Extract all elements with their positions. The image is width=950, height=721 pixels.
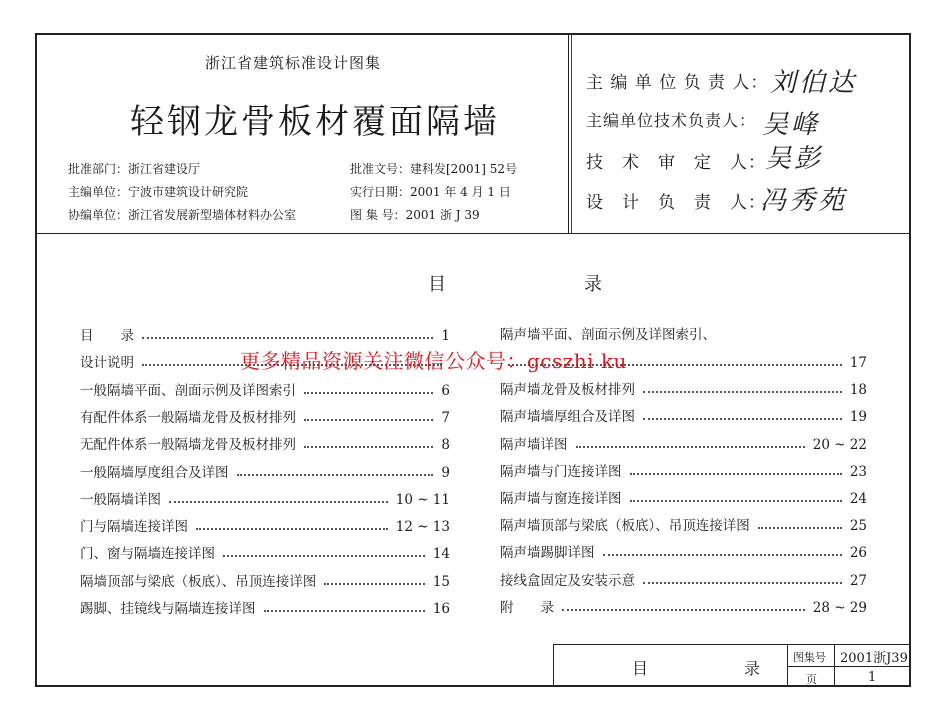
toc-entry-page: 20 ~ 22: [812, 436, 867, 453]
toc-entry: [500, 512, 867, 534]
approval-dept: 批准部门：浙江省建设厅: [68, 162, 201, 176]
toc-leader-dots: [758, 527, 842, 529]
toc-leader-dots: [264, 610, 425, 612]
toc-leader-dots: [643, 418, 842, 420]
toc-leader-dots: [562, 609, 805, 611]
title-block-atlas-value: 2001浙J39: [840, 651, 908, 666]
toc-entry: [80, 568, 450, 590]
toc-entry-page: 14: [432, 546, 450, 563]
title-block-mid: [787, 666, 911, 667]
toc-entry-label: 隔声墙与窗连接详图: [500, 491, 622, 507]
header-split-line-inner: [571, 35, 572, 233]
toc-leader-dots: [630, 500, 842, 502]
toc-entry-label: 无配件体系一般隔墙龙骨及板材排列: [80, 437, 296, 454]
toc-entry-page: 16: [432, 601, 450, 617]
toc-entry-label: 隔声墙顶部与梁底（板底）、吊顶连接详图: [500, 518, 750, 535]
header-split-line: [568, 35, 569, 233]
toc-entry-label: 一般隔墙详图: [80, 491, 161, 508]
toc-leader-dots: [643, 391, 842, 393]
editor-unit: 主编单位：宁波市建筑设计研究院: [68, 185, 249, 199]
toc-entry-label: 目 录: [80, 328, 134, 344]
toc-entry-label: 设计说明: [80, 355, 134, 372]
effective-date: 实行日期：2001 年 4 月 1 日: [350, 185, 511, 199]
title-block-name: 目 录: [632, 659, 801, 678]
toc-entry-page: 10 ~ 11: [395, 491, 450, 508]
signature-tech: 吴峰: [762, 110, 821, 140]
watermark-text: 更多精品资源关注微信公众号：gcszhi ku: [240, 349, 627, 373]
toc-entry-label: 门与隔墙连接详图: [80, 519, 188, 536]
sign-label-chief: 主 编 单 位 负 责 人：: [586, 73, 769, 93]
toc-entry: [80, 486, 450, 508]
toc-entry-page: 7: [441, 409, 450, 426]
toc-entry-label: 踢脚、挂镜线与隔墙连接详图: [80, 601, 256, 617]
toc-entry-label: 隔墙顶部与梁底（板底）、吊顶连接详图: [80, 573, 317, 590]
toc-entry-label: 隔声墙与门连接详图: [500, 463, 622, 480]
header-divider: [35, 233, 911, 234]
toc-entry: [80, 540, 450, 562]
sign-label-review: 技 术 审 定 人：: [586, 153, 766, 173]
toc-entry-page: 17: [849, 355, 867, 371]
approval-no: 批准文号：建科发[2001] 52号: [350, 162, 517, 176]
toc-leader-dots: [304, 446, 433, 448]
toc-leader-dots: [304, 392, 433, 394]
toc-entry-page: 25: [849, 518, 867, 535]
toc-entry: [500, 567, 867, 589]
sign-label-tech: 主编单位技术负责人：: [586, 111, 757, 130]
toc-entry-page: 6: [441, 382, 450, 399]
toc-leader-dots: [223, 555, 425, 557]
atlas-series: 浙江省建筑标准设计图集: [205, 54, 382, 72]
toc-entry: [80, 595, 450, 617]
toc-entry: [500, 431, 867, 453]
toc-entry: [80, 459, 450, 481]
title-block-left: [553, 644, 554, 687]
toc-leader-dots: [142, 337, 433, 339]
toc-leader-dots: [196, 528, 388, 530]
toc-entry: [500, 485, 867, 507]
toc-heading: 目 录: [428, 274, 662, 295]
toc-entry: [80, 431, 450, 453]
toc-entry: [80, 513, 450, 535]
toc-entry-page: 9: [441, 464, 450, 481]
toc-entry-page: 26: [849, 545, 867, 562]
atlas-number: 图 集 号：2001 浙 J 39: [350, 208, 480, 222]
toc-entry-label: 隔声墙龙骨及板材排列: [500, 382, 635, 399]
toc-entry: [500, 403, 867, 425]
toc-entry-page: 12 ~ 13: [395, 519, 450, 536]
toc-entry-page: 1: [441, 328, 450, 344]
toc-leader-dots: [304, 419, 433, 421]
toc-entry-page: 8: [441, 437, 450, 454]
toc-leader-dots: [324, 583, 425, 585]
sign-label-design: 设 计 负 责 人：: [586, 193, 766, 213]
toc-entry-page: 19: [849, 409, 867, 426]
toc-entry: [80, 404, 450, 426]
toc-entry-label: 有配件体系一般隔墙龙骨及板材排列: [80, 409, 296, 426]
toc-entry-page: 15: [432, 573, 450, 590]
toc-entry-label: 隔声墙墙厚组合及详图: [500, 409, 635, 426]
toc-entry-page: 18: [849, 382, 867, 399]
signature-design: 冯秀苑: [760, 186, 848, 216]
co-editor-unit: 协编单位：浙江省发展新型墙体材料办公室: [68, 208, 297, 222]
toc-entry: [80, 322, 450, 344]
toc-entry-label: 隔声墙踢脚详图: [500, 545, 595, 562]
toc-entry-page: 23: [849, 463, 867, 480]
signature-chief: 刘伯达: [770, 68, 858, 98]
toc-leader-dots: [169, 501, 388, 503]
atlas-title: 轻钢龙骨板材覆面隔墙: [130, 102, 500, 142]
toc-leader-dots: [576, 446, 805, 448]
toc-entry-page: 28 ~ 29: [812, 599, 867, 616]
toc-entry-label: 一般隔墙厚度组合及详图: [80, 464, 229, 481]
toc-leader-dots: [603, 554, 842, 556]
toc-leader-dots: [643, 582, 842, 584]
toc-leader-dots: [237, 474, 434, 476]
toc-entry: [500, 376, 867, 398]
signature-review: 吴彭: [765, 144, 824, 174]
toc-entry-label: 接线盒固定及安装示意: [500, 572, 635, 589]
title-block-page-label: 页: [806, 673, 817, 686]
toc-entry: [80, 377, 450, 399]
toc-leader-dots: [630, 473, 842, 475]
title-block-top: [553, 644, 911, 645]
title-block-atlas-label: 图集号: [793, 651, 826, 664]
title-block-page-value: 1: [868, 670, 877, 685]
toc-entry-label: 一般隔墙平面、剖面示例及详图索引: [80, 382, 296, 399]
toc-entry: [500, 458, 867, 480]
toc-entry-label: 隔声墙详图: [500, 436, 568, 453]
toc-entry-page: 27: [849, 572, 867, 589]
toc-right-first-line: 隔声墙平面、剖面示例及详图索引、: [500, 327, 716, 343]
toc-entry-page: 24: [849, 491, 867, 507]
toc-entry: [500, 594, 867, 616]
toc-entry-label: 门、窗与隔墙连接详图: [80, 546, 215, 563]
toc-entry: [500, 539, 867, 561]
toc-entry-label: 附 录: [500, 599, 554, 616]
